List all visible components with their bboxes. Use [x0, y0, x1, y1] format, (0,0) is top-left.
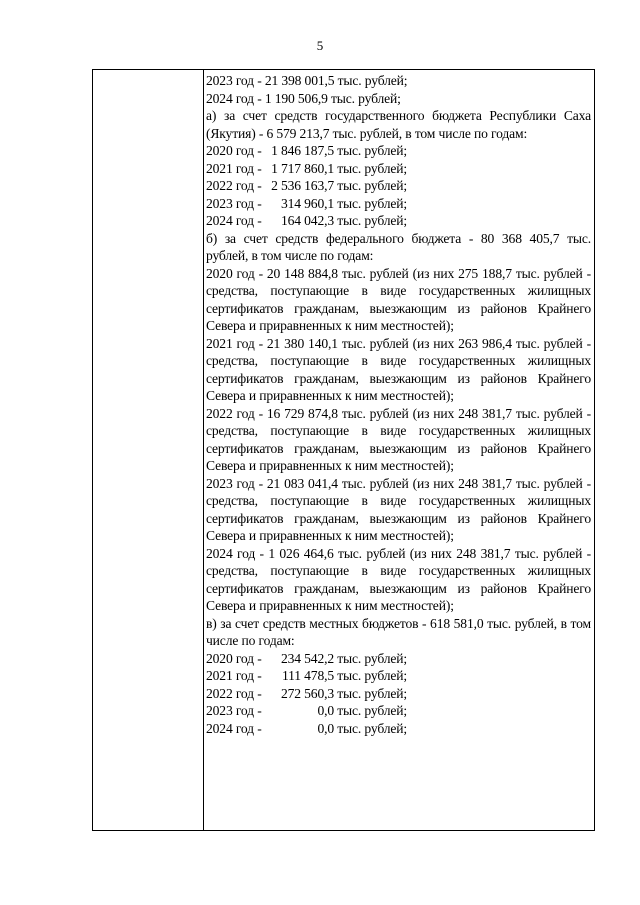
row-year: 2022 год -	[206, 685, 262, 701]
row-value: 234 542,2	[280, 650, 334, 666]
section-b-paragraph-2024: 2024 год - 1 026 464,6 тыс. рублей (из них 248 381,7 тыс. рублей - средства, поступающие в виде государственных жилищных сертификатов гражданам, выезжающим из районов Крайнего Севера и приравненных к ним местностей);	[206, 545, 591, 613]
section-c-row	[206, 650, 591, 668]
row-unit: тыс. рублей;	[337, 668, 408, 683]
row-year: 2022 год -	[206, 178, 262, 193]
section-a-row	[206, 142, 591, 160]
row-value: 0,0	[317, 703, 334, 718]
page-number: 5	[316, 38, 324, 53]
row-value: 1 717 860,1	[271, 160, 334, 176]
row-unit: тыс. рублей;	[337, 160, 408, 176]
section-c-row	[206, 685, 591, 703]
row-unit: тыс. рублей;	[337, 650, 408, 666]
row-year: 2023 год -	[206, 703, 262, 718]
row-unit: тыс. рублей;	[337, 178, 408, 193]
section-a-row	[206, 160, 591, 178]
row-value: 111 478,5	[281, 668, 334, 683]
row-value: 314 960,1	[280, 195, 334, 211]
row-unit: тыс. рублей;	[337, 213, 408, 228]
funding-table	[92, 69, 595, 831]
section-a-heading: а) за счет средств государственного бюджета Республики Саха (Якутия) - 6 579 213,7 тыс. рублей, в том числе по годам:	[206, 108, 591, 141]
section-b-paragraph-2020: 2020 год - 20 148 884,8 тыс. рублей (из них 275 188,7 тыс. рублей - средства, поступающие в виде государственных жилищных сертификатов гражданам, выезжающим из районов Крайнего Севера и приравненных к ним местностей);	[206, 265, 591, 333]
funding-cell	[206, 72, 591, 737]
section-c-heading: в) за счет средств местных бюджетов - 618 581,0 тыс. рублей, в том числе по годам:	[206, 615, 591, 648]
section-c-row	[206, 702, 591, 720]
section-c-row	[206, 667, 591, 685]
row-value: 1 846 187,5	[271, 143, 334, 158]
line-2024-total: 2024 год - 1 190 506,9 тыс. рублей;	[206, 90, 401, 106]
row-unit: тыс. рублей;	[337, 703, 408, 718]
row-year: 2021 год -	[206, 160, 262, 176]
row-value: 164 042,3	[280, 213, 334, 228]
section-a-row	[206, 177, 591, 195]
section-b-heading: б) за счет средств федерального бюджета - 80 368 405,7 тыс. рублей, в том числе по годам:	[206, 230, 591, 263]
section-b-paragraph-2023: 2023 год - 21 083 041,4 тыс. рублей (из них 248 381,7 тыс. рублей - средства, поступающие в виде государственных жилищных сертификатов гражданам, выезжающим из районов Крайнего Севера и приравненных к ним местностей);	[206, 475, 591, 543]
section-a-row	[206, 195, 591, 213]
row-unit: тыс. рублей;	[337, 685, 408, 701]
row-year: 2024 год -	[206, 720, 262, 736]
row-year: 2021 год -	[206, 668, 262, 683]
column-divider	[203, 70, 204, 830]
row-year: 2024 год -	[206, 213, 262, 228]
line-2023-total: 2023 год - 21 398 001,5 тыс. рублей;	[206, 73, 408, 88]
row-value: 2 536 163,7	[271, 178, 334, 193]
section-a-row	[206, 212, 591, 230]
row-year: 2023 год -	[206, 195, 262, 211]
row-value: 0,0	[317, 720, 334, 736]
row-unit: тыс. рублей;	[337, 195, 408, 211]
section-a-rows	[206, 142, 591, 230]
section-c-row	[206, 720, 591, 738]
section-c-rows	[206, 650, 591, 738]
row-year: 2020 год -	[206, 650, 262, 666]
section-b-paragraph-2022: 2022 год - 16 729 874,8 тыс. рублей (из них 248 381,7 тыс. рублей - средства, поступающие в виде государственных жилищных сертификатов гражданам, выезжающим из районов Крайнего Севера и приравненных к ним местностей);	[206, 405, 591, 473]
section-b-paragraph-2021: 2021 год - 21 380 140,1 тыс. рублей (из них 263 986,4 тыс. рублей - средства, поступающие в виде государственных жилищных сертификатов гражданам, выезжающим из районов Крайнего Севера и приравненных к ним местностей);	[206, 335, 591, 403]
row-year: 2020 год -	[206, 143, 262, 158]
row-unit: тыс. рублей;	[337, 143, 408, 158]
row-value: 272 560,3	[280, 685, 334, 701]
row-unit: тыс. рублей;	[337, 720, 408, 736]
